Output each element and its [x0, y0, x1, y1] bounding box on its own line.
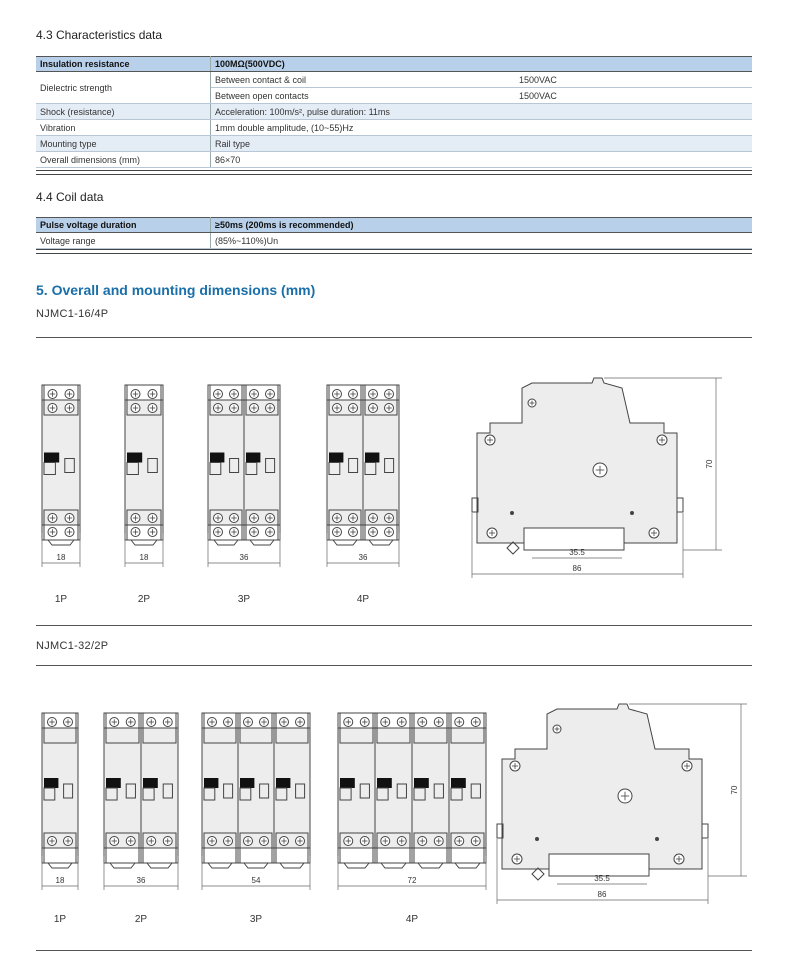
pole-label: 4P	[356, 594, 370, 605]
table-end-rule	[36, 170, 752, 175]
module-outline	[104, 713, 141, 868]
pole-label: 1P	[53, 914, 67, 925]
divider	[36, 950, 752, 951]
dimension-label: 36	[358, 553, 368, 562]
table-row	[36, 152, 752, 168]
divider	[36, 665, 752, 666]
toggle-lever	[44, 778, 58, 788]
spec-value: Between open contacts	[211, 88, 516, 104]
toggle-lever	[127, 453, 142, 463]
diamond-mark-icon	[507, 542, 519, 554]
toggle-lever	[246, 453, 260, 463]
table-row	[36, 136, 752, 152]
dimension-label: 70	[730, 785, 739, 795]
toggle-lever	[143, 778, 158, 788]
table-end-rule	[36, 249, 752, 254]
characteristics-title: 4.3 Characteristics data	[36, 28, 163, 42]
dimension-label: 36	[239, 553, 249, 562]
spec-label: Shock (resistance)	[36, 104, 211, 120]
spec-label: Pulse voltage duration	[36, 218, 211, 233]
spec-label: Insulation resistance	[36, 57, 211, 72]
module-outline	[141, 713, 178, 868]
spec-label: Mounting type	[36, 136, 211, 152]
module-outline	[338, 713, 375, 868]
spec-value: (85%~110%)Un	[211, 233, 753, 249]
table-row	[36, 233, 752, 249]
table-row	[36, 104, 752, 120]
spec-value-2: 1500VAC	[515, 72, 752, 88]
table-row	[36, 218, 752, 233]
pole-label: 4P	[405, 914, 419, 925]
toggle-lever	[451, 778, 466, 788]
module-outline	[363, 385, 399, 545]
side-view	[497, 704, 708, 880]
rail-slot	[524, 528, 624, 550]
toggle-lever	[106, 778, 121, 788]
dimension-label: 86	[572, 564, 582, 573]
spec-value: 100MΩ(500VDC)	[211, 57, 753, 72]
module-outline	[449, 713, 486, 868]
divider	[36, 337, 752, 338]
toggle-lever	[365, 453, 379, 463]
spec-value: Acceleration: 100m/s², pulse duration: 11ms	[211, 104, 753, 120]
drawing-njmc1-32	[0, 698, 800, 930]
toggle-lever	[44, 453, 59, 463]
module-outline	[208, 385, 244, 545]
module-outline	[202, 713, 238, 868]
toggle-lever	[340, 778, 355, 788]
spec-value: 1mm double amplitude, (10~55)Hz	[211, 120, 753, 136]
toggle-lever	[210, 453, 224, 463]
characteristics-table	[36, 56, 752, 168]
section-title: 5. Overall and mounting dimensions (mm)	[36, 282, 316, 298]
module-outline	[327, 385, 363, 545]
dimension-label: 18	[139, 553, 149, 562]
pole-label: 2P	[137, 594, 151, 605]
module-outline	[42, 385, 80, 545]
module-outline	[244, 385, 280, 545]
divider	[36, 625, 752, 626]
spec-value: 86×70	[211, 152, 753, 168]
toggle-lever	[276, 778, 290, 788]
hole-icon	[655, 837, 659, 841]
hole-icon	[630, 511, 634, 515]
toggle-lever	[240, 778, 254, 788]
module-outline	[274, 713, 310, 868]
spec-label: Vibration	[36, 120, 211, 136]
table-row	[36, 120, 752, 136]
model-name: NJMC1-32/2P	[36, 640, 109, 652]
side-view	[472, 378, 683, 554]
toggle-lever	[204, 778, 218, 788]
dimension-label: 54	[251, 876, 261, 885]
table-row	[36, 72, 752, 88]
diamond-mark-icon	[532, 868, 544, 880]
dimension-label: 35.5	[569, 548, 585, 557]
toggle-lever	[414, 778, 429, 788]
spec-value-2: 1500VAC	[515, 88, 752, 104]
dimension-label: 35.5	[594, 874, 610, 883]
hole-icon	[535, 837, 539, 841]
dimension-label: 18	[55, 876, 65, 885]
coil-table	[36, 217, 752, 249]
module-outline	[125, 385, 163, 545]
dimension-label: 18	[56, 553, 66, 562]
module-outline	[238, 713, 274, 868]
spec-label: Voltage range	[36, 233, 211, 249]
spec-value: Rail type	[211, 136, 753, 152]
spec-label: Dielectric strength	[36, 72, 211, 104]
rail-slot	[549, 854, 649, 876]
module-outline	[42, 713, 78, 868]
hole-icon	[510, 511, 514, 515]
model-name: NJMC1-16/4P	[36, 308, 109, 320]
pole-label: 3P	[249, 914, 263, 925]
spec-label: Overall dimensions (mm)	[36, 152, 211, 168]
drawing-njmc1-16	[0, 370, 800, 610]
dimension-label: 86	[597, 890, 607, 899]
coil-title: 4.4 Coil data	[36, 190, 104, 204]
dimension-label: 70	[705, 459, 714, 469]
spec-value: ≥50ms (200ms is recommended)	[211, 218, 753, 233]
toggle-lever	[377, 778, 392, 788]
pole-label: 1P	[54, 594, 68, 605]
module-outline	[412, 713, 449, 868]
toggle-lever	[329, 453, 343, 463]
module-outline	[375, 713, 412, 868]
pole-label: 3P	[237, 594, 251, 605]
pole-label: 2P	[134, 914, 148, 925]
dimension-label: 36	[136, 876, 146, 885]
spec-value: Between contact & coil	[211, 72, 516, 88]
table-row	[36, 57, 752, 72]
dimension-label: 72	[407, 876, 417, 885]
